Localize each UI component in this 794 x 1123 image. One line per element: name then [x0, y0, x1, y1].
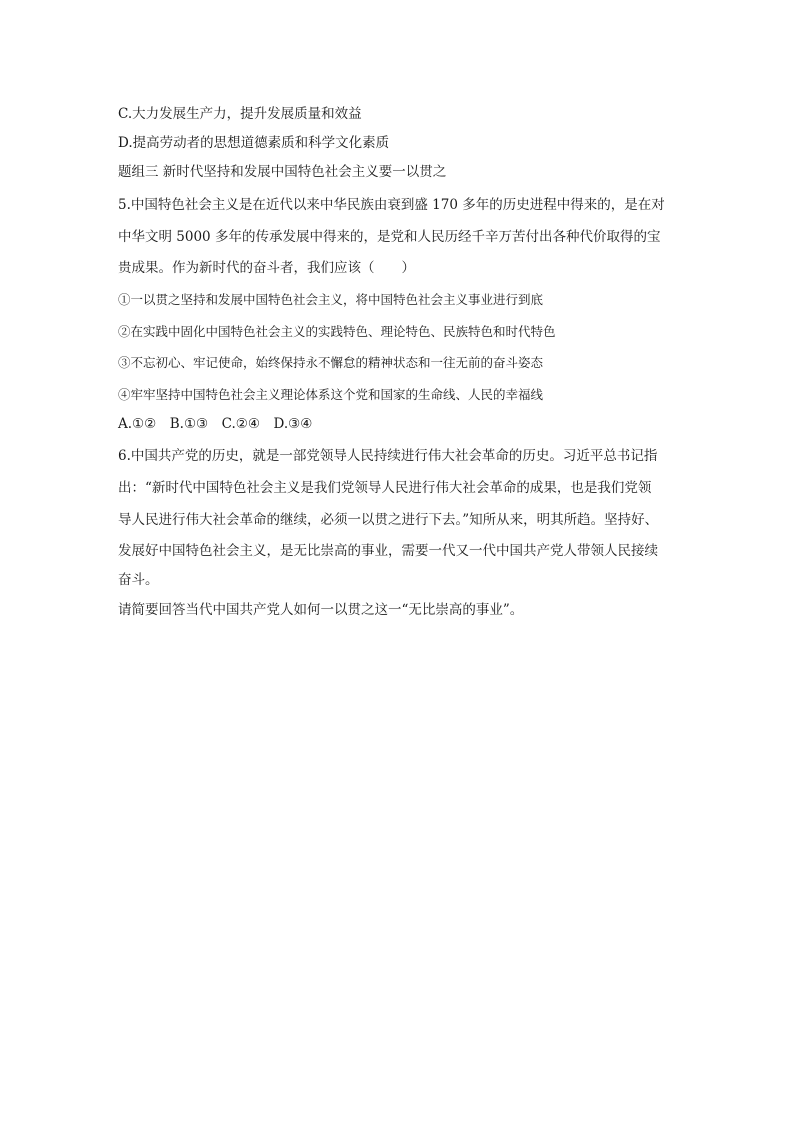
q6-stem-line-2: 出：“新时代中国特色社会主义是我们党领导人民进行伟大社会革命的成果，也是我们党领 [118, 480, 652, 496]
q5-statement-3: ③不忘初心、牢记使命，始终保持永不懈怠的精神状态和一往无前的奋斗姿态 [118, 355, 544, 370]
q5-stem-line-1: 5.中国特色社会主义是在近代以来中华民族由衰到盛 170 多年的历史进程中得来的，是在对 [118, 197, 665, 213]
q5-answer-choices: A.①② B.①③ C.②④ D.③④ [118, 416, 313, 432]
q5-stem-line-2: 中华文明 5000 多年的传承发展中得来的，是党和人民历经千辛万苦付出各种代价取得的宝 [118, 229, 661, 245]
section-heading: 题组三 新时代坚持和发展中国特色社会主义要一以贯之 [118, 164, 447, 180]
option-c-prev: C.大力发展生产力，提升发展质量和效益 [118, 106, 362, 122]
q5-stem-line-3: 贵成果。作为新时代的奋斗者，我们应该（ ） [118, 260, 415, 276]
q6-stem-line-3: 导人民进行伟大社会革命的继续，必须一以贯之进行下去。”知所从来，明其所趋。坚持好、 [118, 512, 659, 528]
q6-stem-line-5: 奋斗。 [118, 572, 159, 588]
q5-statement-4: ④牢牢坚持中国特色社会主义理论体系这个党和国家的生命线、人民的幸福线 [118, 387, 544, 402]
q5-statement-1: ①一以贯之坚持和发展中国特色社会主义，将中国特色社会主义事业进行到底 [118, 292, 544, 307]
q6-stem-line-1: 6.中国共产党的历史，就是一部党领导人民持续进行伟大社会革命的历史。习近平总书记指 [118, 448, 658, 464]
option-d-prev: D.提高劳动者的思想道德素质和科学文化素质 [118, 135, 390, 151]
q6-stem-line-4: 发展好中国特色社会主义，是无比崇高的事业，需要一代又一代中国共产党人带领人民接续 [118, 543, 658, 559]
q5-statement-2: ②在实践中固化中国特色社会主义的实践特色、理论特色、民族特色和时代特色 [118, 324, 556, 339]
q6-prompt: 请简要回答当代中国共产党人如何一以贯之这一“无比崇高的事业”。 [118, 602, 524, 618]
